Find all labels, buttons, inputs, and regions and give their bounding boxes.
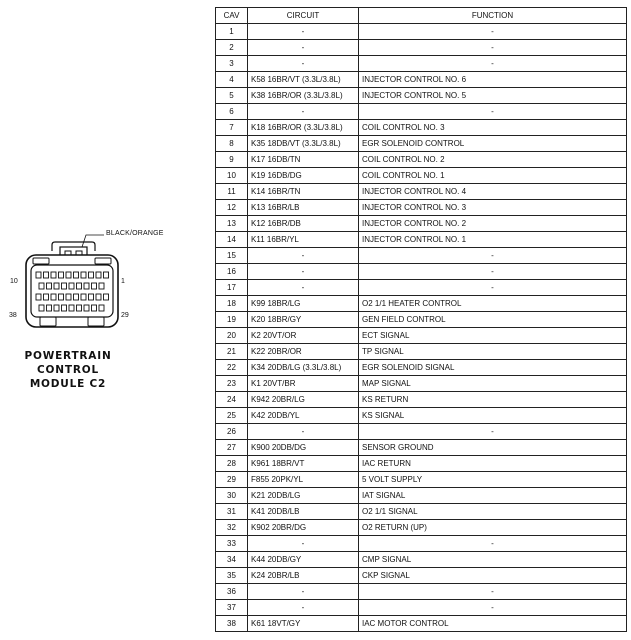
function-cell: CMP SIGNAL: [359, 552, 627, 568]
cav-cell: 12: [216, 200, 248, 216]
circuit-cell: K961 18BR/VT: [248, 456, 359, 472]
function-cell: COIL CONTROL NO. 1: [359, 168, 627, 184]
table-row: [216, 440, 627, 456]
table-row: [216, 88, 627, 104]
table-row: [216, 200, 627, 216]
circuit-cell: K1 20VT/BR: [248, 376, 359, 392]
cav-cell: 15: [216, 248, 248, 264]
cav-cell: 38: [216, 616, 248, 632]
table-row: [216, 600, 627, 616]
function-cell: EGR SOLENOID CONTROL: [359, 136, 627, 152]
cav-cell: 36: [216, 584, 248, 600]
function-cell: -: [359, 40, 627, 56]
table-body: [216, 24, 627, 632]
pin-label-top-left: 10: [10, 278, 18, 285]
circuit-cell: K942 20BR/LG: [248, 392, 359, 408]
circuit-cell: K24 20BR/LB: [248, 568, 359, 584]
circuit-cell: -: [248, 104, 359, 120]
module-title: [18, 349, 118, 391]
header-function: FUNCTION: [359, 8, 627, 24]
pinout-table: [215, 7, 627, 632]
cav-cell: 16: [216, 264, 248, 280]
function-cell: O2 RETURN (UP): [359, 520, 627, 536]
circuit-cell: K21 20DB/LG: [248, 488, 359, 504]
circuit-cell: K22 20BR/OR: [248, 344, 359, 360]
cav-cell: 31: [216, 504, 248, 520]
table-row: [216, 584, 627, 600]
circuit-cell: -: [248, 40, 359, 56]
table-row: [216, 280, 627, 296]
circuit-cell: K61 18VT/GY: [248, 616, 359, 632]
connector-drawing: [0, 225, 210, 345]
cav-cell: 21: [216, 344, 248, 360]
function-cell: 5 VOLT SUPPLY: [359, 472, 627, 488]
cav-cell: 24: [216, 392, 248, 408]
function-cell: GEN FIELD CONTROL: [359, 312, 627, 328]
circuit-cell: F855 20PK/YL: [248, 472, 359, 488]
function-cell: -: [359, 584, 627, 600]
cav-cell: 13: [216, 216, 248, 232]
table-row: [216, 360, 627, 376]
cav-cell: 14: [216, 232, 248, 248]
function-cell: -: [359, 280, 627, 296]
function-cell: MAP SIGNAL: [359, 376, 627, 392]
function-cell: COIL CONTROL NO. 2: [359, 152, 627, 168]
function-cell: -: [359, 536, 627, 552]
table-row: [216, 248, 627, 264]
table-header-row: [216, 8, 627, 24]
table-row: [216, 456, 627, 472]
cav-cell: 17: [216, 280, 248, 296]
cav-cell: 5: [216, 88, 248, 104]
table-row: [216, 616, 627, 632]
table-row: [216, 504, 627, 520]
pin-label-bottom-right: 29: [121, 312, 129, 319]
circuit-cell: -: [248, 600, 359, 616]
function-cell: SENSOR GROUND: [359, 440, 627, 456]
circuit-cell: K19 16DB/DG: [248, 168, 359, 184]
circuit-cell: -: [248, 280, 359, 296]
function-cell: IAC RETURN: [359, 456, 627, 472]
module-title-line: POWERTRAIN: [24, 350, 112, 362]
function-cell: -: [359, 56, 627, 72]
cav-cell: 4: [216, 72, 248, 88]
table-row: [216, 264, 627, 280]
circuit-cell: -: [248, 584, 359, 600]
function-cell: IAT SIGNAL: [359, 488, 627, 504]
circuit-cell: K900 20DB/DG: [248, 440, 359, 456]
function-cell: IAC MOTOR CONTROL: [359, 616, 627, 632]
circuit-cell: K99 18BR/LG: [248, 296, 359, 312]
cav-cell: 26: [216, 424, 248, 440]
table-row: [216, 184, 627, 200]
function-cell: INJECTOR CONTROL NO. 4: [359, 184, 627, 200]
circuit-cell: K20 18BR/GY: [248, 312, 359, 328]
function-cell: KS RETURN: [359, 392, 627, 408]
circuit-cell: K34 20DB/LG (3.3L/3.8L): [248, 360, 359, 376]
table-row: [216, 312, 627, 328]
connector-diagram: [0, 225, 210, 405]
table-row: [216, 328, 627, 344]
circuit-cell: K14 16BR/TN: [248, 184, 359, 200]
circuit-cell: K42 20DB/YL: [248, 408, 359, 424]
cav-cell: 2: [216, 40, 248, 56]
cav-cell: 22: [216, 360, 248, 376]
circuit-cell: K902 20BR/DG: [248, 520, 359, 536]
pin-label-bottom-left: 38: [9, 312, 17, 319]
circuit-cell: K38 16BR/OR (3.3L/3.8L): [248, 88, 359, 104]
table-row: [216, 376, 627, 392]
table-row: [216, 520, 627, 536]
module-title-line: MODULE C2: [29, 378, 107, 390]
function-cell: O2 1/1 SIGNAL: [359, 504, 627, 520]
header-cav: CAV: [216, 8, 248, 24]
circuit-cell: -: [248, 424, 359, 440]
circuit-cell: K44 20DB/GY: [248, 552, 359, 568]
cav-cell: 35: [216, 568, 248, 584]
cav-cell: 9: [216, 152, 248, 168]
cav-cell: 6: [216, 104, 248, 120]
cav-cell: 18: [216, 296, 248, 312]
function-cell: CKP SIGNAL: [359, 568, 627, 584]
circuit-cell: K11 16BR/YL: [248, 232, 359, 248]
cav-cell: 19: [216, 312, 248, 328]
cav-cell: 8: [216, 136, 248, 152]
cav-cell: 3: [216, 56, 248, 72]
pin-label-top-right: 1: [121, 278, 125, 285]
table-row: [216, 104, 627, 120]
module-title-line: CONTROL: [37, 364, 99, 376]
circuit-cell: -: [248, 56, 359, 72]
function-cell: INJECTOR CONTROL NO. 6: [359, 72, 627, 88]
circuit-cell: K35 18DB/VT (3.3L/3.8L): [248, 136, 359, 152]
table-row: [216, 136, 627, 152]
function-cell: -: [359, 424, 627, 440]
table-row: [216, 56, 627, 72]
table-row: [216, 408, 627, 424]
function-cell: -: [359, 264, 627, 280]
function-cell: KS SIGNAL: [359, 408, 627, 424]
circuit-cell: K18 16BR/OR (3.3L/3.8L): [248, 120, 359, 136]
cav-cell: 11: [216, 184, 248, 200]
function-cell: O2 1/1 HEATER CONTROL: [359, 296, 627, 312]
cav-cell: 23: [216, 376, 248, 392]
cav-cell: 30: [216, 488, 248, 504]
table-row: [216, 552, 627, 568]
function-cell: TP SIGNAL: [359, 344, 627, 360]
cav-cell: 33: [216, 536, 248, 552]
cav-cell: 37: [216, 600, 248, 616]
function-cell: -: [359, 600, 627, 616]
cav-cell: 1: [216, 24, 248, 40]
function-cell: -: [359, 248, 627, 264]
table-row: [216, 424, 627, 440]
table-row: [216, 296, 627, 312]
circuit-cell: K13 16BR/LB: [248, 200, 359, 216]
function-cell: EGR SOLENOID SIGNAL: [359, 360, 627, 376]
table-row: [216, 232, 627, 248]
circuit-cell: -: [248, 264, 359, 280]
table-row: [216, 344, 627, 360]
wire-color-callout: BLACK/ORANGE: [106, 230, 164, 237]
circuit-cell: K12 16BR/DB: [248, 216, 359, 232]
circuit-cell: K2 20VT/OR: [248, 328, 359, 344]
table-row: [216, 216, 627, 232]
cav-cell: 28: [216, 456, 248, 472]
circuit-cell: K58 16BR/VT (3.3L/3.8L): [248, 72, 359, 88]
table-row: [216, 120, 627, 136]
cav-cell: 25: [216, 408, 248, 424]
table-row: [216, 392, 627, 408]
function-cell: INJECTOR CONTROL NO. 2: [359, 216, 627, 232]
cav-cell: 34: [216, 552, 248, 568]
table-row: [216, 40, 627, 56]
circuit-cell: -: [248, 24, 359, 40]
function-cell: ECT SIGNAL: [359, 328, 627, 344]
function-cell: INJECTOR CONTROL NO. 1: [359, 232, 627, 248]
table-row: [216, 168, 627, 184]
circuit-cell: -: [248, 536, 359, 552]
cav-cell: 7: [216, 120, 248, 136]
function-cell: INJECTOR CONTROL NO. 5: [359, 88, 627, 104]
connector-housing: [26, 255, 118, 327]
cav-cell: 29: [216, 472, 248, 488]
function-cell: -: [359, 104, 627, 120]
table-row: [216, 488, 627, 504]
table-row: [216, 152, 627, 168]
header-circuit: CIRCUIT: [248, 8, 359, 24]
table-row: [216, 72, 627, 88]
function-cell: -: [359, 24, 627, 40]
circuit-cell: -: [248, 248, 359, 264]
table-row: [216, 568, 627, 584]
table-row: [216, 536, 627, 552]
cav-cell: 10: [216, 168, 248, 184]
cav-cell: 20: [216, 328, 248, 344]
function-cell: COIL CONTROL NO. 3: [359, 120, 627, 136]
circuit-cell: K41 20DB/LB: [248, 504, 359, 520]
function-cell: INJECTOR CONTROL NO. 3: [359, 200, 627, 216]
circuit-cell: K17 16DB/TN: [248, 152, 359, 168]
cav-cell: 27: [216, 440, 248, 456]
table-row: [216, 24, 627, 40]
table-row: [216, 472, 627, 488]
cav-cell: 32: [216, 520, 248, 536]
